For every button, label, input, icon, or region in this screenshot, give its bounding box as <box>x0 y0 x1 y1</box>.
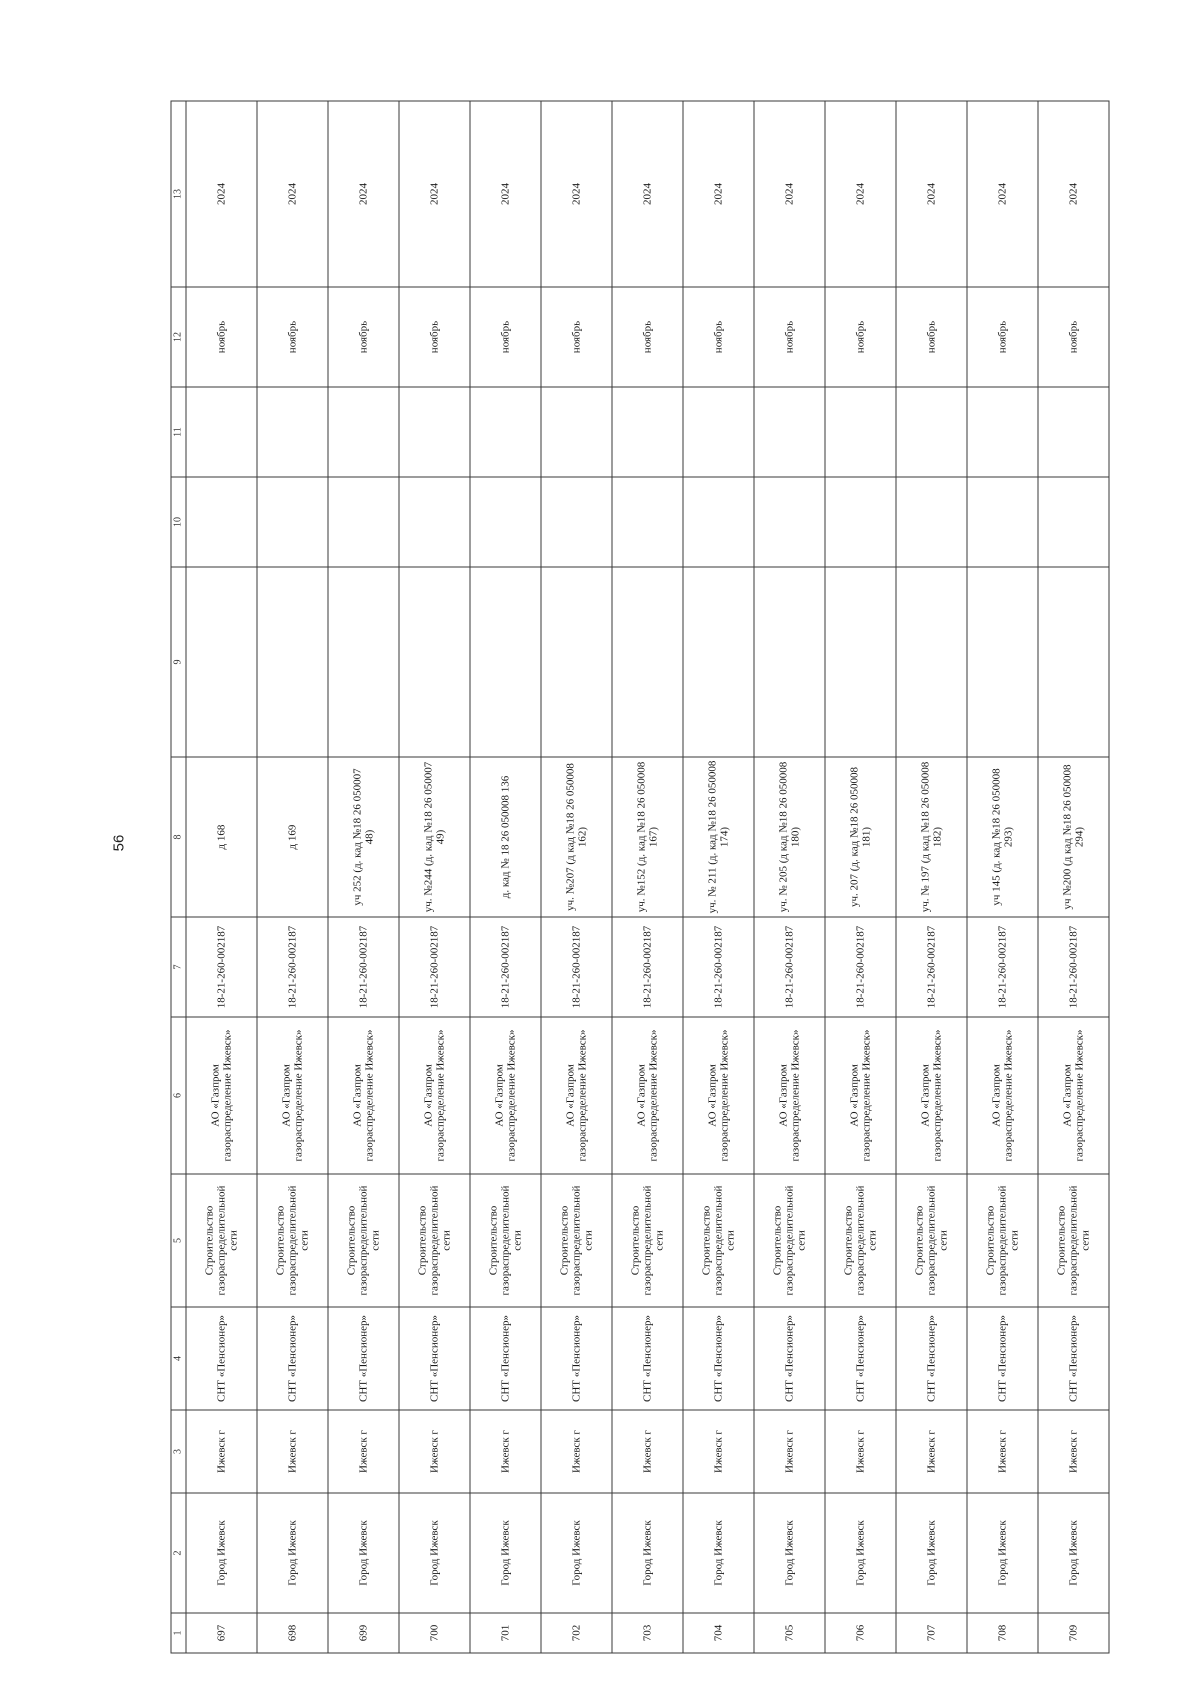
column-number: 2 <box>171 1493 186 1613</box>
month-cell: ноябрь <box>612 287 683 387</box>
plot-cell: уч 145 (д. кад №18 26 050008 293) <box>967 757 1038 917</box>
registry-number-cell: 18-21-260-002187 <box>399 917 470 1017</box>
work-type-cell: Строительство газораспределительной сети <box>541 1174 612 1307</box>
cell-11 <box>328 387 399 477</box>
year-cell: 2024 <box>896 101 967 287</box>
plot-cell: уч 252 (д. кад №18 26 050007 48) <box>328 757 399 917</box>
street-cell: СНТ «Пенсионер» <box>470 1307 541 1410</box>
settlement-cell: Ижевск г <box>683 1410 754 1493</box>
cell-11 <box>612 387 683 477</box>
table-row <box>328 101 399 1653</box>
work-type-cell: Строительство газораспределительной сети <box>328 1174 399 1307</box>
cell-9 <box>1038 567 1109 757</box>
cell-10 <box>754 477 825 567</box>
plot-cell: д. кад № 18 26 050008 136 <box>470 757 541 917</box>
row-number: 703 <box>612 1613 683 1653</box>
cell-9 <box>399 567 470 757</box>
year-cell: 2024 <box>1038 101 1109 287</box>
registry-number-cell: 18-21-260-002187 <box>470 917 541 1017</box>
row-number: 698 <box>257 1613 328 1653</box>
street-cell: СНТ «Пенсионер» <box>328 1307 399 1410</box>
settlement-cell: Ижевск г <box>399 1410 470 1493</box>
month-cell: ноябрь <box>541 287 612 387</box>
row-number: 701 <box>470 1613 541 1653</box>
municipality-cell: Город Ижевск <box>754 1493 825 1613</box>
municipality-cell: Город Ижевск <box>825 1493 896 1613</box>
cell-10 <box>541 477 612 567</box>
settlement-cell: Ижевск г <box>470 1410 541 1493</box>
street-cell: СНТ «Пенсионер» <box>967 1307 1038 1410</box>
organization-cell: АО «Газпром газораспределение Ижевск» <box>328 1017 399 1174</box>
month-cell: ноябрь <box>257 287 328 387</box>
table-row <box>683 101 754 1653</box>
row-number: 697 <box>186 1613 257 1653</box>
registry-number-cell: 18-21-260-002187 <box>541 917 612 1017</box>
settlement-cell: Ижевск г <box>896 1410 967 1493</box>
month-cell: ноябрь <box>896 287 967 387</box>
cell-11 <box>186 387 257 477</box>
work-type-cell: Строительство газораспределительной сети <box>754 1174 825 1307</box>
month-cell: ноябрь <box>754 287 825 387</box>
table-row <box>186 101 257 1653</box>
cell-9 <box>186 567 257 757</box>
registry-number-cell: 18-21-260-002187 <box>257 917 328 1017</box>
cell-10 <box>683 477 754 567</box>
registry-number-cell: 18-21-260-002187 <box>186 917 257 1017</box>
municipality-cell: Город Ижевск <box>541 1493 612 1613</box>
cell-9 <box>541 567 612 757</box>
column-number: 5 <box>171 1174 186 1307</box>
settlement-cell: Ижевск г <box>967 1410 1038 1493</box>
street-cell: СНТ «Пенсионер» <box>399 1307 470 1410</box>
column-number: 1 <box>171 1613 186 1653</box>
work-type-cell: Строительство газораспределительной сети <box>896 1174 967 1307</box>
municipality-cell: Город Ижевск <box>1038 1493 1109 1613</box>
registry-number-cell: 18-21-260-002187 <box>1038 917 1109 1017</box>
organization-cell: АО «Газпром газораспределение Ижевск» <box>1038 1017 1109 1174</box>
cell-10 <box>399 477 470 567</box>
row-number: 702 <box>541 1613 612 1653</box>
street-cell: СНТ «Пенсионер» <box>186 1307 257 1410</box>
street-cell: СНТ «Пенсионер» <box>612 1307 683 1410</box>
organization-cell: АО «Газпром газораспределение Ижевск» <box>967 1017 1038 1174</box>
municipality-cell: Город Ижевск <box>612 1493 683 1613</box>
cell-9 <box>896 567 967 757</box>
year-cell: 2024 <box>754 101 825 287</box>
plot-cell: уч №200 (д кад №18 26 050008 294) <box>1038 757 1109 917</box>
year-cell: 2024 <box>612 101 683 287</box>
street-cell: СНТ «Пенсионер» <box>754 1307 825 1410</box>
registry-number-cell: 18-21-260-002187 <box>825 917 896 1017</box>
work-type-cell: Строительство газораспределительной сети <box>1038 1174 1109 1307</box>
municipality-cell: Город Ижевск <box>683 1493 754 1613</box>
table-row <box>257 101 328 1653</box>
settlement-cell: Ижевск г <box>186 1410 257 1493</box>
cell-9 <box>754 567 825 757</box>
cell-10 <box>896 477 967 567</box>
cell-9 <box>328 567 399 757</box>
column-number: 10 <box>171 477 186 567</box>
cell-9 <box>470 567 541 757</box>
work-type-cell: Строительство газораспределительной сети <box>683 1174 754 1307</box>
settlement-cell: Ижевск г <box>754 1410 825 1493</box>
row-number: 705 <box>754 1613 825 1653</box>
table-row <box>967 101 1038 1653</box>
organization-cell: АО «Газпром газораспределение Ижевск» <box>541 1017 612 1174</box>
registry-number-cell: 18-21-260-002187 <box>754 917 825 1017</box>
month-cell: ноябрь <box>186 287 257 387</box>
column-number: 11 <box>171 387 186 477</box>
column-number: 7 <box>171 917 186 1017</box>
plot-cell: уч. №207 (д кад №18 26 050008 162) <box>541 757 612 917</box>
table-row <box>896 101 967 1653</box>
row-number: 708 <box>967 1613 1038 1653</box>
organization-cell: АО «Газпром газораспределение Ижевск» <box>825 1017 896 1174</box>
cell-10 <box>186 477 257 567</box>
cell-10 <box>257 477 328 567</box>
month-cell: ноябрь <box>328 287 399 387</box>
year-cell: 2024 <box>825 101 896 287</box>
month-cell: ноябрь <box>1038 287 1109 387</box>
municipality-cell: Город Ижевск <box>257 1493 328 1613</box>
cell-11 <box>754 387 825 477</box>
table-row <box>825 101 896 1653</box>
cell-9 <box>967 567 1038 757</box>
registry-number-cell: 18-21-260-002187 <box>896 917 967 1017</box>
year-cell: 2024 <box>541 101 612 287</box>
plot-cell: уч. № 197 (д кад №18 26 050008 182) <box>896 757 967 917</box>
register-table <box>171 100 1110 1653</box>
cell-9 <box>683 567 754 757</box>
street-cell: СНТ «Пенсионер» <box>896 1307 967 1410</box>
table-row <box>399 101 470 1653</box>
street-cell: СНТ «Пенсионер» <box>683 1307 754 1410</box>
work-type-cell: Строительство газораспределительной сети <box>470 1174 541 1307</box>
cell-10 <box>328 477 399 567</box>
cell-11 <box>470 387 541 477</box>
cell-10 <box>1038 477 1109 567</box>
month-cell: ноябрь <box>683 287 754 387</box>
cell-10 <box>470 477 541 567</box>
month-cell: ноябрь <box>825 287 896 387</box>
cell-10 <box>612 477 683 567</box>
cell-11 <box>257 387 328 477</box>
table-row <box>1038 101 1109 1653</box>
settlement-cell: Ижевск г <box>612 1410 683 1493</box>
plot-cell: д 168 <box>186 757 257 917</box>
municipality-cell: Город Ижевск <box>399 1493 470 1613</box>
table-row <box>612 101 683 1653</box>
year-cell: 2024 <box>328 101 399 287</box>
work-type-cell: Строительство газораспределительной сети <box>186 1174 257 1307</box>
plot-cell: уч. №152 (д. кад №18 26 050008 167) <box>612 757 683 917</box>
cell-9 <box>257 567 328 757</box>
registry-number-cell: 18-21-260-002187 <box>967 917 1038 1017</box>
table-body <box>171 101 1109 1653</box>
year-cell: 2024 <box>186 101 257 287</box>
cell-11 <box>541 387 612 477</box>
plot-cell: д 169 <box>257 757 328 917</box>
plot-cell: уч. № 211 (д. кад №18 26 050008 174) <box>683 757 754 917</box>
year-cell: 2024 <box>967 101 1038 287</box>
settlement-cell: Ижевск г <box>328 1410 399 1493</box>
registry-number-cell: 18-21-260-002187 <box>683 917 754 1017</box>
street-cell: СНТ «Пенсионер» <box>825 1307 896 1410</box>
table-row <box>754 101 825 1653</box>
work-type-cell: Строительство газораспределительной сети <box>399 1174 470 1307</box>
organization-cell: АО «Газпром газораспределение Ижевск» <box>470 1017 541 1174</box>
street-cell: СНТ «Пенсионер» <box>257 1307 328 1410</box>
organization-cell: АО «Газпром газораспределение Ижевск» <box>399 1017 470 1174</box>
row-number: 707 <box>896 1613 967 1653</box>
year-cell: 2024 <box>257 101 328 287</box>
year-cell: 2024 <box>399 101 470 287</box>
cell-11 <box>896 387 967 477</box>
settlement-cell: Ижевск г <box>257 1410 328 1493</box>
month-cell: ноябрь <box>470 287 541 387</box>
cell-9 <box>825 567 896 757</box>
table-row <box>470 101 541 1653</box>
cell-9 <box>612 567 683 757</box>
municipality-cell: Город Ижевск <box>470 1493 541 1613</box>
column-number: 4 <box>171 1307 186 1410</box>
year-cell: 2024 <box>470 101 541 287</box>
street-cell: СНТ «Пенсионер» <box>1038 1307 1109 1410</box>
cell-10 <box>967 477 1038 567</box>
column-number: 3 <box>171 1410 186 1493</box>
plot-cell: уч. № 205 (д кад №18 26 050008 180) <box>754 757 825 917</box>
municipality-cell: Город Ижевск <box>967 1493 1038 1613</box>
settlement-cell: Ижевск г <box>825 1410 896 1493</box>
work-type-cell: Строительство газораспределительной сети <box>825 1174 896 1307</box>
page-number: 56 <box>110 834 128 852</box>
year-cell: 2024 <box>683 101 754 287</box>
month-cell: ноябрь <box>967 287 1038 387</box>
month-cell: ноябрь <box>399 287 470 387</box>
plot-cell: уч. 207 (д. кад №18 26 050008 181) <box>825 757 896 917</box>
row-number: 706 <box>825 1613 896 1653</box>
work-type-cell: Строительство газораспределительной сети <box>967 1174 1038 1307</box>
cell-10 <box>825 477 896 567</box>
cell-11 <box>1038 387 1109 477</box>
registry-number-cell: 18-21-260-002187 <box>612 917 683 1017</box>
table-row <box>541 101 612 1653</box>
organization-cell: АО «Газпром газораспределение Ижевск» <box>683 1017 754 1174</box>
cell-11 <box>683 387 754 477</box>
work-type-cell: Строительство газораспределительной сети <box>612 1174 683 1307</box>
organization-cell: АО «Газпром газораспределение Ижевск» <box>754 1017 825 1174</box>
organization-cell: АО «Газпром газораспределение Ижевск» <box>896 1017 967 1174</box>
work-type-cell: Строительство газораспределительной сети <box>257 1174 328 1307</box>
organization-cell: АО «Газпром газораспределение Ижевск» <box>257 1017 328 1174</box>
plot-cell: уч. №244 (д. кад №18 26 050007 49) <box>399 757 470 917</box>
organization-cell: АО «Газпром газораспределение Ижевск» <box>612 1017 683 1174</box>
row-number: 699 <box>328 1613 399 1653</box>
table-container <box>171 101 1110 1653</box>
row-number: 700 <box>399 1613 470 1653</box>
cell-11 <box>825 387 896 477</box>
street-cell: СНТ «Пенсионер» <box>541 1307 612 1410</box>
row-number: 709 <box>1038 1613 1109 1653</box>
column-number: 13 <box>171 101 186 287</box>
column-number: 6 <box>171 1017 186 1174</box>
registry-number-cell: 18-21-260-002187 <box>328 917 399 1017</box>
row-number: 704 <box>683 1613 754 1653</box>
column-number-row <box>171 101 186 1653</box>
cell-11 <box>967 387 1038 477</box>
column-number: 12 <box>171 287 186 387</box>
column-number: 9 <box>171 567 186 757</box>
municipality-cell: Город Ижевск <box>328 1493 399 1613</box>
cell-11 <box>399 387 470 477</box>
settlement-cell: Ижевск г <box>1038 1410 1109 1493</box>
municipality-cell: Город Ижевск <box>186 1493 257 1613</box>
municipality-cell: Город Ижевск <box>896 1493 967 1613</box>
settlement-cell: Ижевск г <box>541 1410 612 1493</box>
column-number: 8 <box>171 757 186 917</box>
organization-cell: АО «Газпром газораспределение Ижевск» <box>186 1017 257 1174</box>
